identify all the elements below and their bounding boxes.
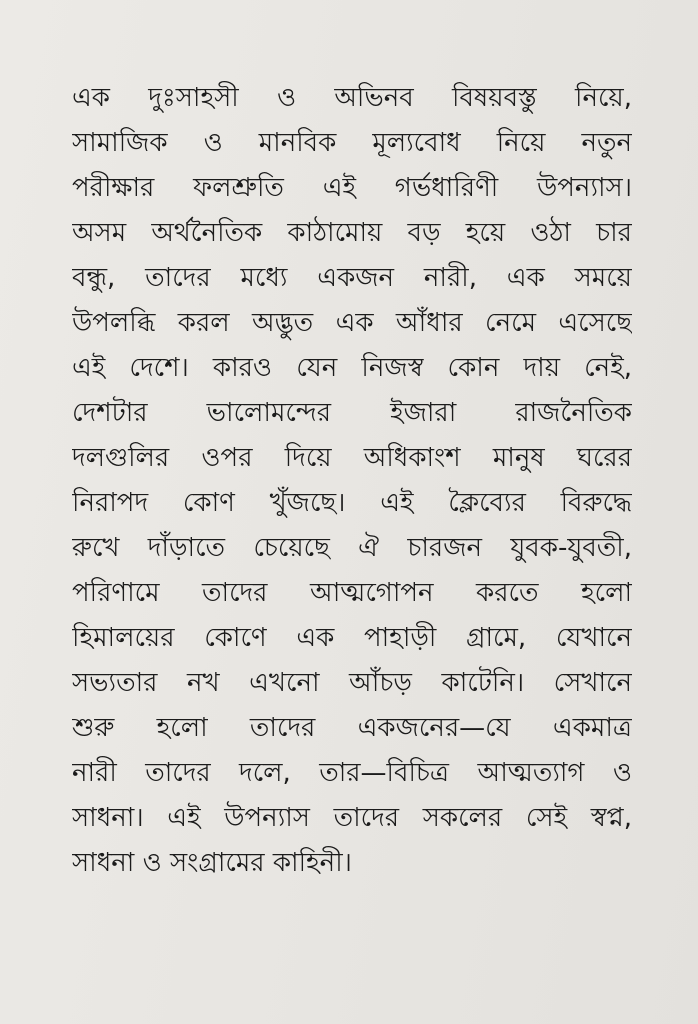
blurb-line: নিরাপদ কোণ খুঁজছে। এই ক্লৈব্যের বিরুদ্ধে xyxy=(72,488,632,518)
blurb-line: রুখে দাঁড়াতে চেয়েছে ঐ চারজন যুবক-যুবতী, xyxy=(72,533,632,563)
blurb-line: দেশটার ভালোমন্দের ইজারা রাজনৈতিক xyxy=(72,398,632,428)
blurb-paragraph xyxy=(72,76,632,886)
blurb-line: সাধনা ও সংগ্রামের কাহিনী। xyxy=(72,848,352,878)
blurb-line: হিমালয়ের কোণে এক পাহাড়ী গ্রামে, যেখানে xyxy=(72,623,632,653)
blurb-line: দলগুলির ওপর দিয়ে অধিকাংশ মানুষ ঘরের xyxy=(72,443,632,473)
blurb-line: পরীক্ষার ফলশ্রুতি এই গর্ভধারিণী উপন্যাস। xyxy=(72,173,632,203)
blurb-line: নারী তাদের দলে, তার—বিচিত্র আত্মত্যাগ ও xyxy=(72,758,632,788)
blurb-line: এই দেশে। কারও যেন নিজস্ব কোন দায় নেই, xyxy=(72,353,632,383)
blurb-line: উপলব্ধি করল অদ্ভুত এক আঁধার নেমে এসেছে xyxy=(72,308,632,338)
blurb-line: শুরু হলো তাদের একজনের—যে একমাত্র xyxy=(72,713,632,743)
blurb-line: সামাজিক ও মানবিক মূল্যবোধ নিয়ে নতুন xyxy=(72,128,632,158)
blurb-line: সাধনা। এই উপন্যাস তাদের সকলের সেই স্বপ্ন, xyxy=(72,803,632,833)
blurb-line: অসম অর্থনৈতিক কাঠামোয় বড় হয়ে ওঠা চার xyxy=(72,218,632,248)
blurb-line: বন্ধু, তাদের মধ্যে একজন নারী, এক সময়ে xyxy=(72,263,632,293)
blurb-line: পরিণামে তাদের আত্মগোপন করতে হলো xyxy=(72,578,632,608)
blurb-line: সভ্যতার নখ এখনো আঁচড় কাটেনি। সেখানে xyxy=(72,668,632,698)
blurb-line: এক দুঃসাহসী ও অভিনব বিষয়বস্তু নিয়ে, xyxy=(72,83,632,113)
